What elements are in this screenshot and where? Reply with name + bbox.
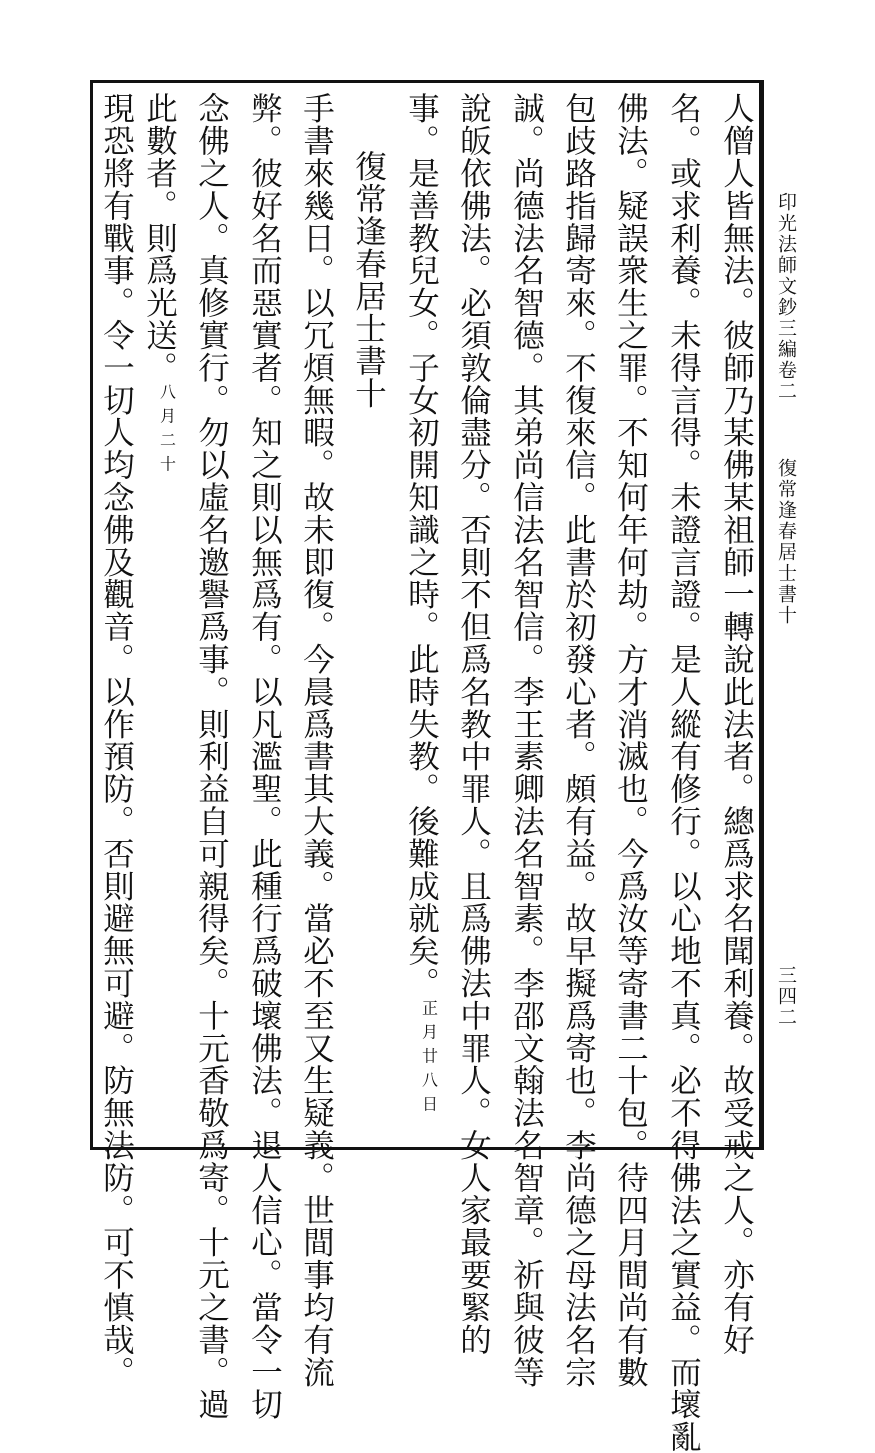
text-column-3: 佛法。疑誤衆生之罪。不知何年何劫。方才消滅也。今爲汝等寄書二十包。待四月間尚有數 xyxy=(612,92,649,1388)
letter-column-4-text: 此數者。則爲光送。 xyxy=(141,92,178,384)
text-column-5: 誠。尚德法名智德。其弟尚信法名智信。李王素卿法名智素。李邵文翰法名智章。祈與彼等 xyxy=(508,92,545,1388)
letter-column-2: 弊。彼好名而惡實者。知之則以無爲有。以凡濫聖。此種行爲破壞佛法。退人信心。當令一切 xyxy=(246,92,283,1421)
text-column-4: 包歧路指歸寄來。不復來信。此書於初發心者。頗有益。故早擬爲寄也。李尚德之母法名宗 xyxy=(560,92,597,1388)
text-column-2: 名。或求利養。未得言得。未證言證。是人縱有修行。以心地不真。必不得佛法之實益。而壞亂 xyxy=(665,92,702,1453)
last-column: 現恐將有戰事。令一切人均念佛及觀音。以作預防。否則避無可避。防無法防。可不慎哉。 xyxy=(98,92,135,1388)
header-rule xyxy=(762,80,764,1150)
text-column-6: 說皈依佛法。必須敦倫盡分。否則不但爲名教中罪人。且爲佛法中罪人。女人家最要緊的 xyxy=(455,92,492,1356)
book-title: 印光法師文鈔三編卷二 xyxy=(775,192,797,402)
page-number: 三四二 xyxy=(775,965,797,1028)
date-note: 正月廿八日 xyxy=(419,999,439,1120)
letter-column-3: 念佛之人。真修實行。勿以虛名邀譽爲事。則利益自可親得矣。十元香敬爲寄。十元之書。過 xyxy=(193,92,230,1421)
letter-date: 八月二十 xyxy=(157,383,177,480)
text-column-7-text: 事。是善教兒女。子女初開知識之時。此時失教。後難成就矣。 xyxy=(403,92,440,1000)
text-column-7 xyxy=(403,92,440,1120)
section-title: 復常逢春居士書十 xyxy=(775,458,797,626)
letter-title: 復常逢春居士書十 xyxy=(350,150,387,410)
text-column-1: 人僧人皆無法。彼師乃某佛某祖師一轉說此法者。總爲求名聞利養。故受戒之人。亦有好 xyxy=(718,92,755,1356)
letter-column-4 xyxy=(141,92,178,480)
letter-column-1: 手書來幾日。以冗煩無暇。故未即復。今晨爲書其大義。當必不至又生疑義。世間事均有流 xyxy=(298,92,335,1388)
